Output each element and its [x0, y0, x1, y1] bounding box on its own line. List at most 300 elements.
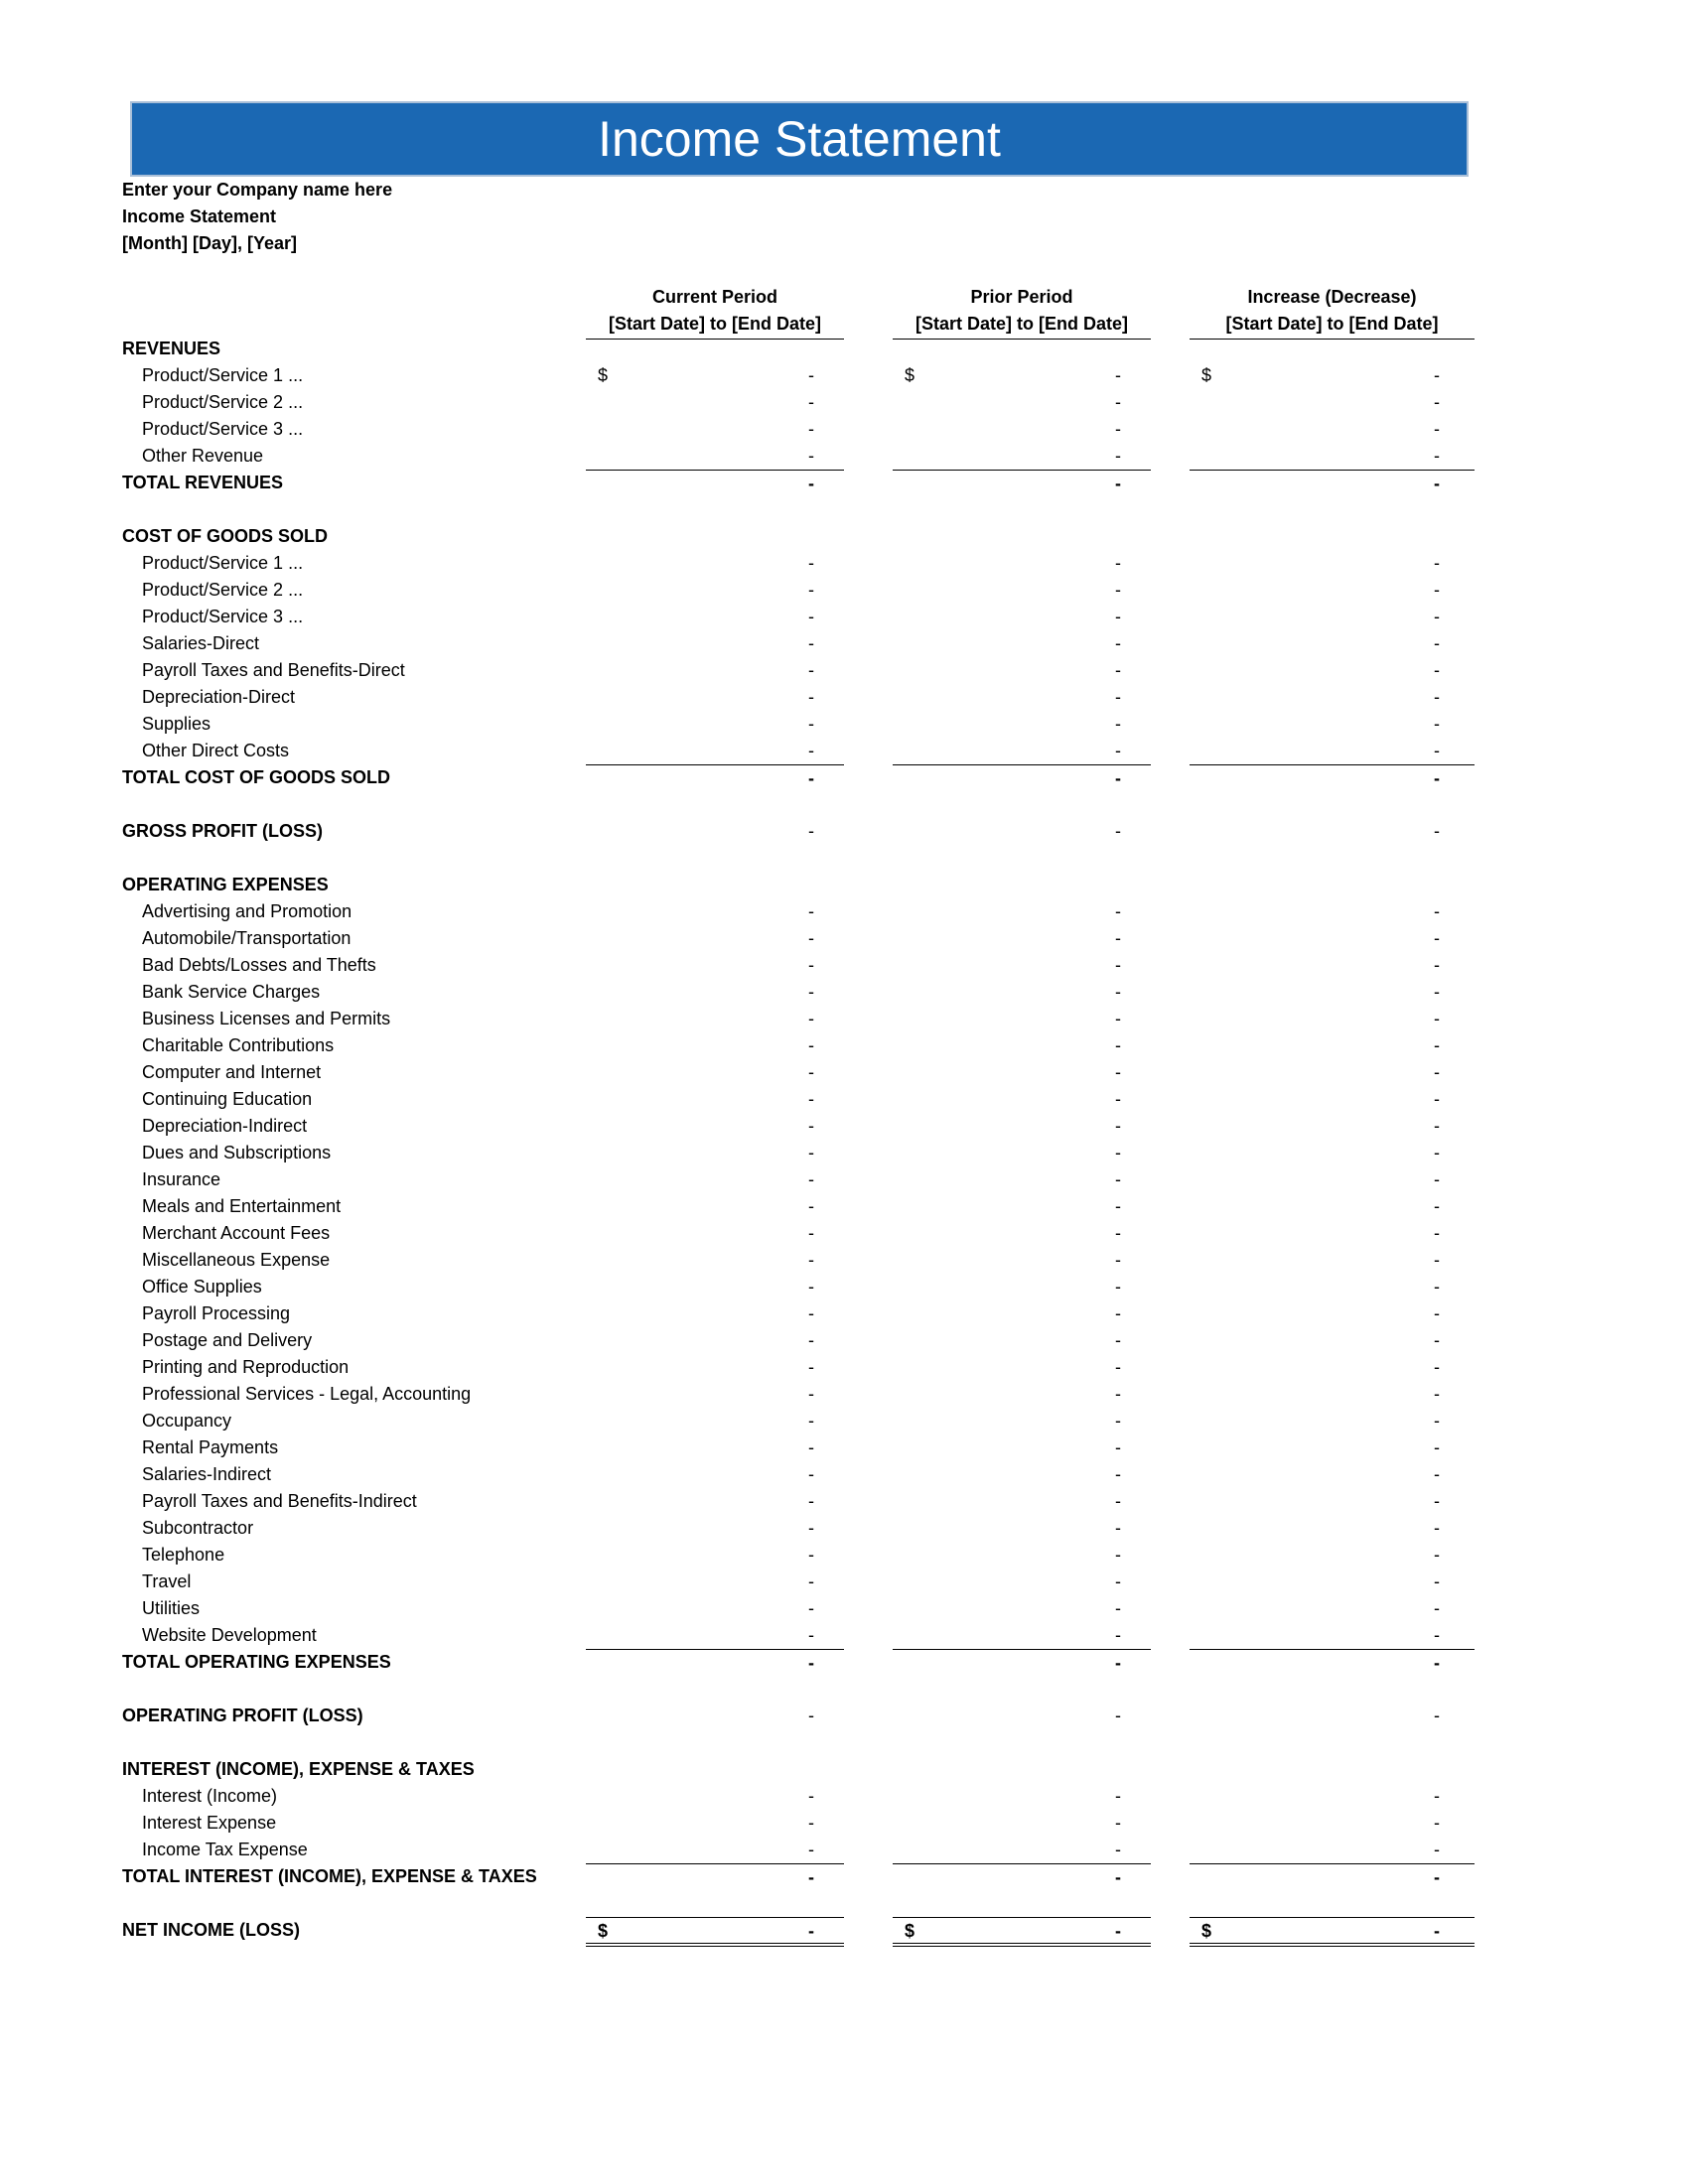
amount-cell[interactable]: [893, 550, 1151, 577]
amount-value: -: [1434, 1143, 1440, 1162]
row-label: Postage and Delivery: [142, 1330, 313, 1350]
row-label: Product/Service 3 ...: [142, 607, 304, 626]
amount-value: -: [1434, 1518, 1440, 1538]
amount-value: -: [1434, 392, 1440, 412]
amount-value: -: [1434, 553, 1440, 573]
amount-cell[interactable]: [1190, 1569, 1475, 1595]
amount-value: -: [1115, 392, 1121, 412]
amount-cell[interactable]: [1190, 1515, 1475, 1542]
amount-value: -: [1434, 768, 1440, 788]
amount-cell[interactable]: [1190, 1488, 1475, 1515]
amount-value: -: [808, 1330, 814, 1350]
amount-cell[interactable]: [586, 1247, 844, 1274]
amount-cell[interactable]: [1190, 925, 1475, 952]
amount-cell[interactable]: [1190, 1837, 1475, 1863]
row-label: Supplies: [142, 714, 211, 734]
amount-value: -: [1434, 821, 1440, 841]
amount-cell[interactable]: [1190, 416, 1475, 443]
amount-cell[interactable]: [1190, 1059, 1475, 1086]
row-label: Meals and Entertainment: [142, 1196, 342, 1216]
amount-cell[interactable]: [586, 416, 844, 443]
amount-cell[interactable]: [586, 630, 844, 657]
amount-value: -: [808, 1196, 814, 1216]
amount-cell[interactable]: [586, 1569, 844, 1595]
amount-value: -: [1115, 1223, 1121, 1243]
amount-cell[interactable]: [893, 1032, 1151, 1059]
amount-cell[interactable]: [1190, 362, 1475, 389]
amount-cell[interactable]: [586, 764, 844, 791]
amount-value: -: [808, 607, 814, 626]
amount-value: -: [1115, 1464, 1121, 1484]
amount-cell[interactable]: [586, 1327, 844, 1354]
amount-cell[interactable]: [1190, 1381, 1475, 1408]
amount-value: -: [808, 1867, 814, 1887]
line-item-row: [0, 577, 1688, 604]
amount-cell[interactable]: [893, 1542, 1151, 1569]
line-item-row: [0, 550, 1688, 577]
row-label: Charitable Contributions: [142, 1035, 335, 1055]
amount-cell[interactable]: [586, 1408, 844, 1434]
amount-cell[interactable]: [586, 898, 844, 925]
amount-cell[interactable]: [893, 1488, 1151, 1515]
row-label: Continuing Education: [142, 1089, 313, 1109]
amount-cell[interactable]: [586, 470, 844, 496]
amount-value: -: [1434, 1437, 1440, 1457]
amount-cell[interactable]: [893, 1327, 1151, 1354]
amount-value: -: [1115, 580, 1121, 600]
line-item-row: [0, 657, 1688, 684]
amount-value: -: [808, 1411, 814, 1431]
line-item-row: [0, 362, 1688, 389]
amount-cell[interactable]: [586, 1434, 844, 1461]
amount-cell[interactable]: [893, 1703, 1151, 1729]
amount-cell[interactable]: [1190, 1461, 1475, 1488]
amount-cell[interactable]: [893, 1837, 1151, 1863]
operating-profit-label: OPERATING PROFIT (LOSS): [122, 1706, 363, 1725]
amount-value: -: [1434, 687, 1440, 707]
amount-cell[interactable]: [893, 684, 1151, 711]
amount-value: -: [808, 768, 814, 788]
total-row: [0, 764, 1688, 791]
amount-cell[interactable]: [893, 1783, 1151, 1810]
amount-cell[interactable]: [893, 1300, 1151, 1327]
amount-cell[interactable]: [893, 1408, 1151, 1434]
section-heading: [0, 1756, 1688, 1783]
amount-value: -: [1434, 1009, 1440, 1028]
amount-cell[interactable]: [586, 925, 844, 952]
line-item-row: [0, 1113, 1688, 1140]
amount-cell[interactable]: [1190, 684, 1475, 711]
row-label: Telephone: [142, 1545, 225, 1565]
amount-cell[interactable]: [586, 684, 844, 711]
amount-cell[interactable]: [1190, 1006, 1475, 1032]
amount-value: -: [808, 687, 814, 707]
amount-cell[interactable]: [1190, 1863, 1475, 1890]
amount-value: -: [1115, 1196, 1121, 1216]
amount-cell[interactable]: [1190, 952, 1475, 979]
amount-cell[interactable]: [586, 1595, 844, 1622]
amount-cell[interactable]: [893, 1006, 1151, 1032]
amount-cell[interactable]: [1190, 1274, 1475, 1300]
amount-cell[interactable]: [1190, 818, 1475, 845]
amount-cell[interactable]: [1190, 1810, 1475, 1837]
amount-cell[interactable]: [893, 925, 1151, 952]
row-label: Subcontractor: [142, 1518, 254, 1538]
amount-value: -: [1434, 1384, 1440, 1404]
amount-value: -: [1115, 1598, 1121, 1618]
amount-cell[interactable]: [1190, 1595, 1475, 1622]
amount-cell[interactable]: [893, 1917, 1151, 1947]
amount-value: -: [1115, 1169, 1121, 1189]
company-name[interactable]: Enter your Company name here: [122, 180, 393, 200]
amount-cell[interactable]: [1190, 1783, 1475, 1810]
amount-value: -: [1434, 1571, 1440, 1591]
line-item-row: [0, 1059, 1688, 1086]
amount-value: -: [1115, 1571, 1121, 1591]
amount-cell[interactable]: [893, 1113, 1151, 1140]
amount-cell[interactable]: [586, 1515, 844, 1542]
line-item-row: [0, 1140, 1688, 1166]
amount-cell[interactable]: [893, 738, 1151, 764]
amount-value: -: [1115, 1545, 1121, 1565]
row-spacer: [0, 1676, 1688, 1703]
amount-value: -: [1115, 1143, 1121, 1162]
amount-value: -: [1434, 1625, 1440, 1645]
amount-cell[interactable]: [1190, 711, 1475, 738]
amount-value: -: [1434, 580, 1440, 600]
amount-cell[interactable]: [1190, 898, 1475, 925]
row-label: Professional Services - Legal, Accounting: [142, 1384, 472, 1404]
amount-cell[interactable]: [1190, 1917, 1475, 1947]
amount-value: -: [1434, 982, 1440, 1002]
amount-value: -: [1115, 1089, 1121, 1109]
amount-cell[interactable]: [586, 604, 844, 630]
amount-cell[interactable]: [586, 1703, 844, 1729]
amount-value: -: [1434, 1464, 1440, 1484]
amount-value: -: [1115, 474, 1121, 493]
amount-value: -: [808, 1116, 814, 1136]
amount-cell[interactable]: [1190, 1300, 1475, 1327]
amount-value: -: [1434, 633, 1440, 653]
amount-cell[interactable]: [586, 657, 844, 684]
amount-cell[interactable]: [586, 443, 844, 470]
amount-cell[interactable]: [1190, 389, 1475, 416]
amount-value: -: [1434, 474, 1440, 493]
row-label: Automobile/Transportation: [142, 928, 352, 948]
amount-cell[interactable]: [586, 1032, 844, 1059]
amount-value: -: [1434, 1545, 1440, 1565]
amount-value: -: [1434, 1491, 1440, 1511]
row-label: Occupancy: [142, 1411, 232, 1431]
amount-cell[interactable]: [893, 818, 1151, 845]
amount-cell[interactable]: [586, 550, 844, 577]
net-income-label: NET INCOME (LOSS): [122, 1920, 300, 1940]
amount-cell[interactable]: [1190, 657, 1475, 684]
amount-cell[interactable]: [586, 1300, 844, 1327]
total-label: TOTAL REVENUES: [122, 473, 284, 492]
amount-value: -: [1434, 1786, 1440, 1806]
amount-cell[interactable]: [893, 898, 1151, 925]
row-label: Office Supplies: [142, 1277, 262, 1297]
amount-value: -: [1434, 1813, 1440, 1833]
amount-cell[interactable]: [586, 1006, 844, 1032]
amount-cell[interactable]: [586, 1810, 844, 1837]
amount-cell[interactable]: [1190, 979, 1475, 1006]
net-income-row: [0, 1917, 1688, 1944]
amount-cell[interactable]: [893, 1354, 1151, 1381]
amount-value: -: [1115, 1009, 1121, 1028]
amount-value: -: [808, 1009, 814, 1028]
line-item-row: [0, 630, 1688, 657]
amount-cell[interactable]: [586, 1274, 844, 1300]
amount-cell[interactable]: [893, 1247, 1151, 1274]
amount-cell[interactable]: [1190, 1542, 1475, 1569]
amount-cell[interactable]: [1190, 1327, 1475, 1354]
amount-cell[interactable]: [586, 1837, 844, 1863]
amount-value: -: [808, 1491, 814, 1511]
amount-value: -: [1115, 1625, 1121, 1645]
amount-cell[interactable]: [1190, 1247, 1475, 1274]
currency-symbol: $: [1201, 1921, 1212, 1941]
amount-cell[interactable]: [1190, 1113, 1475, 1140]
currency-symbol: $: [905, 1921, 915, 1941]
amount-cell[interactable]: [586, 1059, 844, 1086]
amount-cell[interactable]: [893, 1193, 1151, 1220]
row-label: Product/Service 2 ...: [142, 580, 304, 600]
column-title: Increase (Decrease): [1247, 287, 1417, 307]
amount-cell[interactable]: [893, 604, 1151, 630]
amount-cell[interactable]: [893, 630, 1151, 657]
amount-value: -: [1115, 1357, 1121, 1377]
amount-value: -: [1434, 928, 1440, 948]
amount-value: -: [1115, 365, 1121, 385]
amount-cell[interactable]: [893, 577, 1151, 604]
amount-cell[interactable]: [893, 389, 1151, 416]
total-row: [0, 1649, 1688, 1676]
amount-cell[interactable]: [1190, 470, 1475, 496]
amount-cell[interactable]: [586, 1086, 844, 1113]
amount-value: -: [1434, 1303, 1440, 1323]
gross-profit-label: GROSS PROFIT (LOSS): [122, 821, 324, 841]
amount-cell[interactable]: [1190, 1434, 1475, 1461]
amount-cell[interactable]: [1190, 1354, 1475, 1381]
column-header-current: [586, 284, 844, 338]
amount-value: -: [1115, 1384, 1121, 1404]
row-label: Merchant Account Fees: [142, 1223, 331, 1243]
line-item-row: [0, 711, 1688, 738]
amount-cell[interactable]: [1190, 1703, 1475, 1729]
amount-value: -: [1115, 768, 1121, 788]
column-header-change: [1190, 284, 1475, 338]
amount-value: -: [808, 1921, 814, 1941]
amount-cell[interactable]: [893, 979, 1151, 1006]
line-item-row: [0, 684, 1688, 711]
amount-cell[interactable]: [893, 1434, 1151, 1461]
amount-cell[interactable]: [586, 711, 844, 738]
amount-cell[interactable]: [1190, 1086, 1475, 1113]
amount-value: -: [808, 446, 814, 466]
amount-cell[interactable]: [1190, 550, 1475, 577]
amount-cell[interactable]: [586, 1220, 844, 1247]
amount-cell[interactable]: [893, 443, 1151, 470]
amount-value: -: [1115, 553, 1121, 573]
line-item-row: [0, 898, 1688, 925]
amount-cell[interactable]: [1190, 1408, 1475, 1434]
amount-cell[interactable]: [893, 1569, 1151, 1595]
line-item-row: [0, 925, 1688, 952]
total-label: TOTAL OPERATING EXPENSES: [122, 1652, 391, 1672]
amount-cell[interactable]: [586, 362, 844, 389]
line-item-row: [0, 1354, 1688, 1381]
line-item-row: [0, 1381, 1688, 1408]
amount-value: -: [1115, 419, 1121, 439]
amount-cell[interactable]: [1190, 443, 1475, 470]
amount-value: -: [808, 392, 814, 412]
amount-value: -: [1115, 660, 1121, 680]
amount-cell[interactable]: [893, 1622, 1151, 1649]
amount-value: -: [1434, 607, 1440, 626]
amount-cell[interactable]: [1190, 577, 1475, 604]
amount-cell[interactable]: [893, 1649, 1151, 1676]
amount-cell[interactable]: [1190, 1166, 1475, 1193]
amount-cell[interactable]: [893, 1515, 1151, 1542]
amount-cell[interactable]: [893, 711, 1151, 738]
amount-cell[interactable]: [893, 1140, 1151, 1166]
amount-value: -: [808, 1706, 814, 1725]
amount-value: -: [808, 1357, 814, 1377]
amount-value: -: [1434, 1196, 1440, 1216]
amount-value: -: [1434, 1116, 1440, 1136]
line-item-row: [0, 1408, 1688, 1434]
amount-cell[interactable]: [586, 577, 844, 604]
amount-cell[interactable]: [893, 1810, 1151, 1837]
amount-cell[interactable]: [586, 1381, 844, 1408]
amount-value: -: [1115, 982, 1121, 1002]
amount-cell[interactable]: [586, 1461, 844, 1488]
amount-cell[interactable]: [893, 1595, 1151, 1622]
amount-cell[interactable]: [893, 764, 1151, 791]
amount-cell[interactable]: [893, 1274, 1151, 1300]
column-header-prior: [893, 284, 1151, 338]
row-spacer: [0, 496, 1688, 523]
line-item-row: [0, 416, 1688, 443]
amount-cell[interactable]: [893, 657, 1151, 684]
amount-value: -: [1115, 1116, 1121, 1136]
amount-cell[interactable]: [586, 1917, 844, 1947]
amount-cell[interactable]: [586, 1863, 844, 1890]
line-item-row: [0, 1086, 1688, 1113]
amount-cell[interactable]: [1190, 1622, 1475, 1649]
amount-cell[interactable]: [586, 1488, 844, 1515]
amount-cell[interactable]: [1190, 738, 1475, 764]
line-item-row: [0, 1327, 1688, 1354]
amount-value: -: [1115, 633, 1121, 653]
amount-cell[interactable]: [586, 1354, 844, 1381]
amount-value: -: [1434, 1277, 1440, 1297]
amount-value: -: [1115, 821, 1121, 841]
amount-cell[interactable]: [1190, 1193, 1475, 1220]
amount-value: -: [1434, 1411, 1440, 1431]
row-label: Bank Service Charges: [142, 982, 321, 1002]
amount-cell[interactable]: [586, 1783, 844, 1810]
row-label: Travel: [142, 1571, 192, 1591]
amount-cell[interactable]: [586, 1113, 844, 1140]
amount-cell[interactable]: [1190, 604, 1475, 630]
amount-value: -: [808, 955, 814, 975]
amount-value: -: [1434, 955, 1440, 975]
row-spacer: [0, 1729, 1688, 1756]
amount-cell[interactable]: [586, 1193, 844, 1220]
row-label: Interest Expense: [142, 1813, 277, 1833]
amount-cell[interactable]: [893, 416, 1151, 443]
line-item-row: [0, 443, 1688, 470]
line-item-row: [0, 1837, 1688, 1863]
amount-cell[interactable]: [586, 1622, 844, 1649]
amount-cell[interactable]: [586, 979, 844, 1006]
statement-date[interactable]: [Month] [Day], [Year]: [122, 233, 298, 253]
statement-subtitle: Income Statement: [122, 206, 277, 226]
amount-cell[interactable]: [586, 738, 844, 764]
amount-cell[interactable]: [893, 470, 1151, 496]
amount-cell[interactable]: [1190, 630, 1475, 657]
row-label: Rental Payments: [142, 1437, 279, 1457]
amount-cell[interactable]: [1190, 1032, 1475, 1059]
amount-value: -: [1115, 607, 1121, 626]
section-heading: [0, 872, 1688, 898]
amount-cell[interactable]: [586, 1140, 844, 1166]
amount-cell[interactable]: [586, 952, 844, 979]
row-label: Insurance: [142, 1169, 221, 1189]
line-item-row: [0, 979, 1688, 1006]
amount-cell[interactable]: [893, 1220, 1151, 1247]
amount-cell[interactable]: [893, 1086, 1151, 1113]
amount-cell[interactable]: [1190, 1140, 1475, 1166]
row-label: Product/Service 3 ...: [142, 419, 304, 439]
amount-cell[interactable]: [586, 1166, 844, 1193]
amount-cell[interactable]: [893, 1381, 1151, 1408]
row-spacer: [0, 791, 1688, 818]
amount-value: -: [808, 1384, 814, 1404]
amount-cell[interactable]: [1190, 1220, 1475, 1247]
currency-symbol: $: [905, 365, 915, 385]
amount-cell[interactable]: [586, 818, 844, 845]
row-label: Payroll Processing: [142, 1303, 291, 1323]
amount-value: -: [808, 1518, 814, 1538]
amount-cell[interactable]: [1190, 764, 1475, 791]
amount-cell[interactable]: [1190, 1649, 1475, 1676]
amount-cell[interactable]: [893, 362, 1151, 389]
line-item-row: [0, 1032, 1688, 1059]
amount-cell[interactable]: [893, 1059, 1151, 1086]
row-label: Bad Debts/Losses and Thefts: [142, 955, 376, 975]
amount-cell[interactable]: [893, 1461, 1151, 1488]
amount-value: -: [1115, 1706, 1121, 1725]
amount-cell[interactable]: [893, 952, 1151, 979]
amount-value: -: [1434, 1330, 1440, 1350]
amount-cell[interactable]: [586, 1649, 844, 1676]
section-heading-label: COST OF GOODS SOLD: [122, 526, 329, 546]
amount-value: -: [808, 741, 814, 760]
amount-cell[interactable]: [586, 1542, 844, 1569]
section-heading: [0, 523, 1688, 550]
amount-value: -: [1434, 1089, 1440, 1109]
line-item-row: [0, 389, 1688, 416]
amount-value: -: [808, 1464, 814, 1484]
amount-cell[interactable]: [893, 1863, 1151, 1890]
currency-symbol: $: [598, 365, 609, 385]
amount-cell[interactable]: [893, 1166, 1151, 1193]
amount-cell[interactable]: [586, 389, 844, 416]
